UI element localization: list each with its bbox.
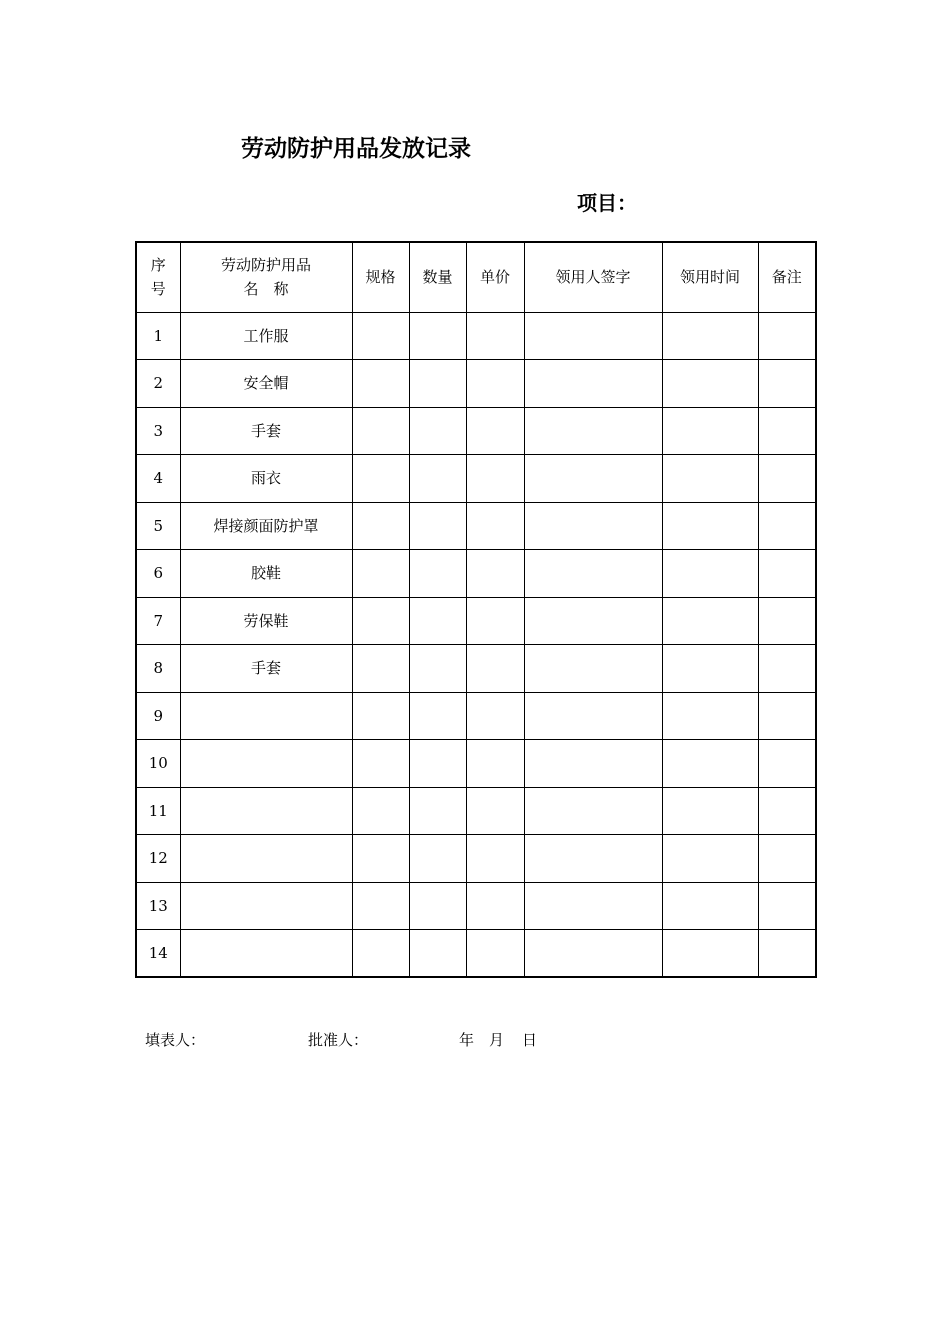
approver-label: 批准人： [308, 1031, 369, 1049]
header-serial-no [136, 242, 180, 312]
cell-remarks [758, 455, 816, 503]
cell-spec [352, 645, 409, 693]
cell-item-name [180, 740, 352, 788]
cell-receive-time [662, 360, 758, 408]
cell-receive-time [662, 597, 758, 645]
cell-quantity [409, 597, 466, 645]
cell-recipient-signature [524, 360, 662, 408]
cell-item-name: 工作服 [180, 312, 352, 360]
cell-remarks [758, 502, 816, 550]
date-day: 日 [522, 1031, 538, 1049]
cell-spec [352, 597, 409, 645]
cell-spec [352, 835, 409, 883]
cell-item-name [180, 882, 352, 930]
cell-spec [352, 407, 409, 455]
cell-recipient-signature [524, 740, 662, 788]
table-row [136, 312, 816, 360]
cell-remarks [758, 787, 816, 835]
cell-recipient-signature [524, 835, 662, 883]
cell-recipient-signature [524, 502, 662, 550]
cell-spec [352, 882, 409, 930]
cell-remarks [758, 882, 816, 930]
cell-remarks [758, 360, 816, 408]
cell-remarks [758, 550, 816, 598]
cell-unit-price [466, 882, 524, 930]
cell-unit-price [466, 692, 524, 740]
header-quantity: 数量 [409, 242, 466, 312]
cell-quantity [409, 882, 466, 930]
cell-spec [352, 740, 409, 788]
cell-quantity [409, 930, 466, 978]
cell-quantity [409, 360, 466, 408]
cell-spec [352, 930, 409, 978]
table-row [136, 787, 816, 835]
cell-unit-price [466, 312, 524, 360]
cell-quantity [409, 740, 466, 788]
cell-receive-time [662, 550, 758, 598]
cell-remarks [758, 930, 816, 978]
table-row [136, 692, 816, 740]
table-row [136, 597, 816, 645]
header-item-name-line2: 名 称 [243, 280, 289, 299]
cell-recipient-signature [524, 645, 662, 693]
cell-recipient-signature [524, 597, 662, 645]
cell-quantity [409, 502, 466, 550]
project-label: 项目： [577, 191, 637, 215]
cell-recipient-signature [524, 930, 662, 978]
cell-unit-price [466, 407, 524, 455]
cell-remarks [758, 407, 816, 455]
cell-receive-time [662, 740, 758, 788]
cell-unit-price [466, 930, 524, 978]
table-row [136, 455, 816, 503]
cell-recipient-signature [524, 407, 662, 455]
table-row [136, 882, 816, 930]
header-remarks: 备注 [758, 242, 816, 312]
header-recipient-signature: 领用人签字 [524, 242, 662, 312]
cell-serial-no: 12 [136, 835, 180, 883]
cell-remarks [758, 835, 816, 883]
cell-remarks [758, 692, 816, 740]
cell-serial-no: 14 [136, 930, 180, 978]
cell-quantity [409, 312, 466, 360]
cell-remarks [758, 597, 816, 645]
cell-receive-time [662, 407, 758, 455]
cell-item-name: 焊接颜面防护罩 [180, 502, 352, 550]
cell-serial-no: 7 [136, 597, 180, 645]
header-serial-no-line1: 序 [150, 256, 166, 275]
cell-unit-price [466, 787, 524, 835]
cell-remarks [758, 312, 816, 360]
cell-serial-no: 10 [136, 740, 180, 788]
header-serial-no-line2: 号 [150, 280, 166, 299]
cell-unit-price [466, 740, 524, 788]
cell-remarks [758, 645, 816, 693]
cell-quantity [409, 645, 466, 693]
table-header-row [136, 242, 816, 312]
cell-spec [352, 692, 409, 740]
cell-spec [352, 502, 409, 550]
filler-label: 填表人： [145, 1031, 206, 1049]
table-body [136, 312, 816, 977]
cell-serial-no: 6 [136, 550, 180, 598]
cell-unit-price [466, 645, 524, 693]
table-row [136, 502, 816, 550]
cell-recipient-signature [524, 312, 662, 360]
table-row [136, 740, 816, 788]
header-unit-price: 单价 [466, 242, 524, 312]
cell-item-name: 安全帽 [180, 360, 352, 408]
cell-item-name: 手套 [180, 407, 352, 455]
header-receive-time: 领用时间 [662, 242, 758, 312]
cell-item-name [180, 692, 352, 740]
cell-recipient-signature [524, 787, 662, 835]
cell-receive-time [662, 455, 758, 503]
cell-unit-price [466, 550, 524, 598]
cell-serial-no: 5 [136, 502, 180, 550]
document-title: 劳动防护用品发放记录 [241, 135, 471, 162]
cell-quantity [409, 692, 466, 740]
table-row [136, 407, 816, 455]
cell-recipient-signature [524, 550, 662, 598]
cell-serial-no: 8 [136, 645, 180, 693]
table-row [136, 360, 816, 408]
cell-recipient-signature [524, 882, 662, 930]
header-item-name-line1: 劳动防护用品 [220, 256, 311, 275]
cell-serial-no: 1 [136, 312, 180, 360]
cell-quantity [409, 787, 466, 835]
date-month: 月 [489, 1031, 505, 1049]
table-row [136, 645, 816, 693]
cell-serial-no: 2 [136, 360, 180, 408]
cell-quantity [409, 455, 466, 503]
cell-quantity [409, 835, 466, 883]
cell-item-name: 胶鞋 [180, 550, 352, 598]
cell-unit-price [466, 502, 524, 550]
cell-spec [352, 455, 409, 503]
cell-unit-price [466, 597, 524, 645]
date-line [459, 1028, 537, 1052]
cell-receive-time [662, 502, 758, 550]
cell-receive-time [662, 692, 758, 740]
cell-unit-price [466, 835, 524, 883]
cell-quantity [409, 407, 466, 455]
cell-quantity [409, 550, 466, 598]
cell-spec [352, 360, 409, 408]
cell-item-name [180, 930, 352, 978]
cell-item-name [180, 835, 352, 883]
cell-item-name: 手套 [180, 645, 352, 693]
header-spec: 规格 [352, 242, 409, 312]
cell-remarks [758, 740, 816, 788]
cell-item-name: 雨衣 [180, 455, 352, 503]
issue-record-table [135, 241, 817, 978]
cell-spec [352, 550, 409, 598]
cell-serial-no: 11 [136, 787, 180, 835]
cell-item-name: 劳保鞋 [180, 597, 352, 645]
table-row [136, 550, 816, 598]
cell-receive-time [662, 930, 758, 978]
cell-spec [352, 787, 409, 835]
cell-recipient-signature [524, 455, 662, 503]
cell-spec [352, 312, 409, 360]
cell-serial-no: 4 [136, 455, 180, 503]
header-item-name [180, 242, 352, 312]
date-year: 年 [459, 1031, 475, 1049]
cell-item-name [180, 787, 352, 835]
cell-receive-time [662, 882, 758, 930]
cell-unit-price [466, 455, 524, 503]
cell-receive-time [662, 787, 758, 835]
table-row [136, 930, 816, 978]
cell-unit-price [466, 360, 524, 408]
table-row [136, 835, 816, 883]
cell-receive-time [662, 645, 758, 693]
cell-receive-time [662, 312, 758, 360]
cell-serial-no: 13 [136, 882, 180, 930]
cell-receive-time [662, 835, 758, 883]
cell-serial-no: 9 [136, 692, 180, 740]
cell-recipient-signature [524, 692, 662, 740]
cell-serial-no: 3 [136, 407, 180, 455]
